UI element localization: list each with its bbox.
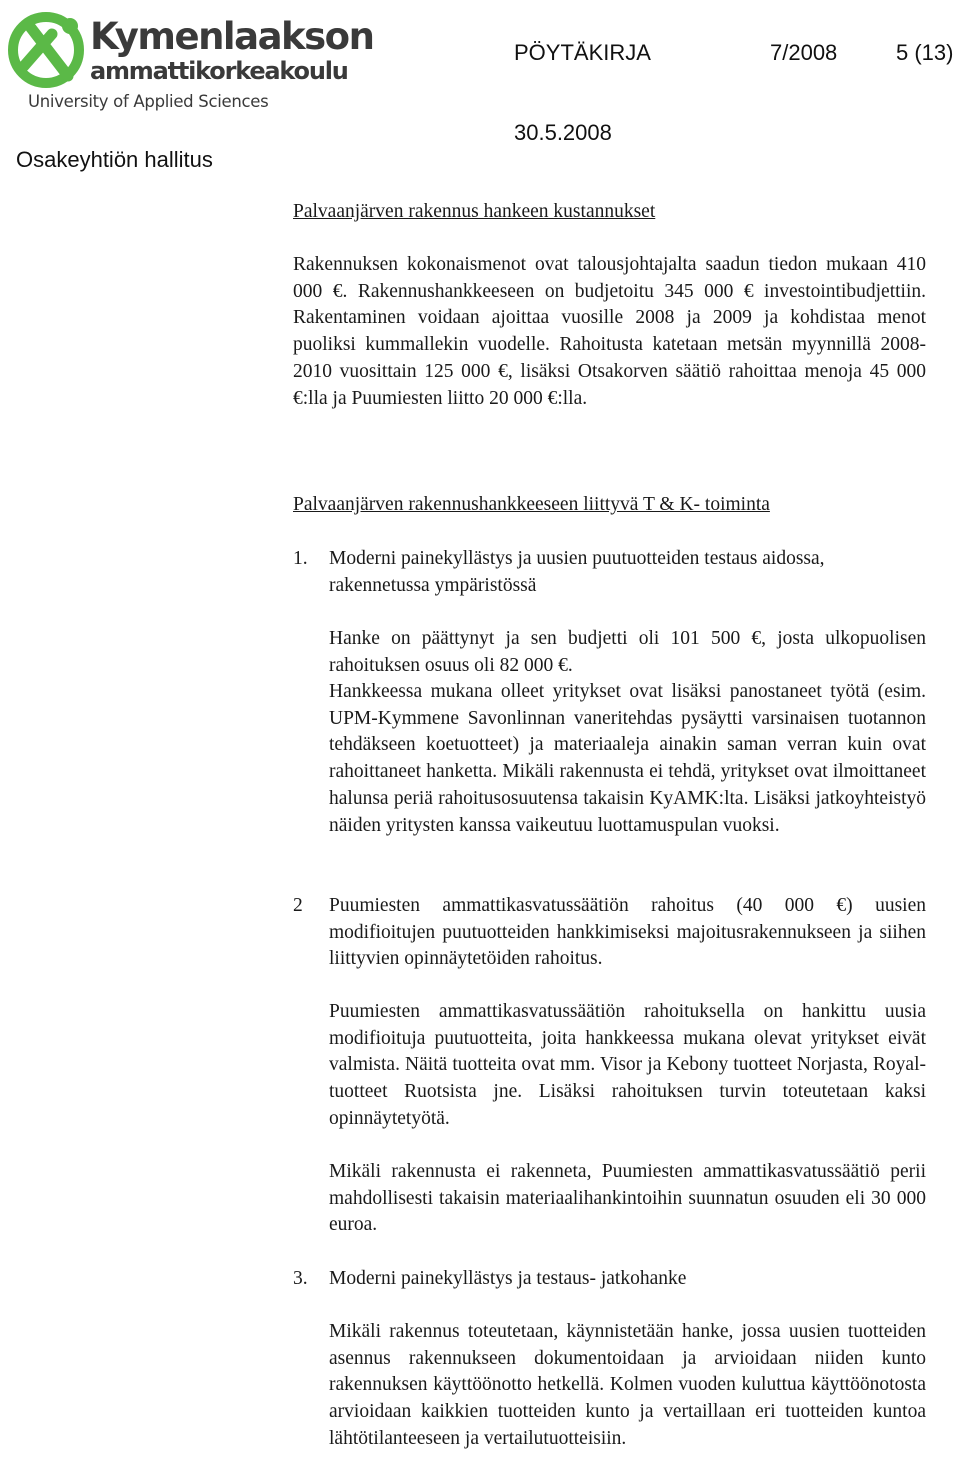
item-paragraph: Mikäli rakennusta ei rakenneta, Puumiesten ammattikasvatussäätiö perii mahdollisesti takaisin materiaalihankintoihin suunnatun osuuden eli 30 000 euroa. [329, 1161, 926, 1236]
section-heading-rd: Palvaanjärven rakennushankkeeseen liittyvä T & K- toiminta [293, 494, 770, 515]
item-number: 2 [293, 895, 303, 916]
item-paragraph: Mikäli rakennus toteutetaan, käynnistetään hanke, jossa uusien tuotteiden asennus rakennukseen dokumentoidaan ja arvioidaan niiden kunto rakennuksen käyttöönotto hetkellä. Kolmen vuoden kuluttua käyttöönotosta arvioidaan kaikkien tuotteiden kunto ja vertaillaan eri tuotteiden kuntoa lähtötilanteeseen ja vertailutuotteisiin. [329, 1321, 926, 1449]
logo-name: Kymenlaakson [90, 15, 374, 58]
item-paragraph: Hanke on päättynyt ja sen budjetti oli 101 500 €, josta ulkopuolisen rahoituksen osuus oli 82 000 €. [329, 628, 926, 676]
item-title: Moderni painekyllästys ja uusien puutuotteiden testaus aidossa, rakennetussa ympäristössä [329, 548, 825, 596]
organ-name: Osakeyhtiön hallitus [16, 147, 213, 172]
section-heading-costs: Palvaanjärven rakennus hankeen kustannukset [293, 201, 656, 222]
logo-emblem-icon [8, 10, 86, 90]
item-paragraph: Hankkeessa mukana olleet yritykset ovat lisäksi panostaneet työtä (esim. UPM-Kymmene Savonlinnan vaneritehdas pysäytti varsinaisen tuotannon tehdäkseen koetuotteet) ja materiaaleja ainakin saman verran kuin ovat rahoittaneet hanketta. Mikäli rakennusta ei tehdä, yritykset ovat ilmoittaneet halunsa periä rahoitusosuutensa takaisin KyAMK:lta. Lisäksi jatkoyhteistyö näiden yritysten kanssa vaikeutuu luottamuspulan vuoksi. [329, 681, 926, 836]
institution-logo [8, 10, 374, 115]
item-title: Puumiesten ammattikasvatussäätiön rahoitus (40 000 €) uusien modifioitujen puutuotteiden hankkimiseksi majoitusrakennukseen ja siihen liittyvien opinnäytetöiden rahoitus. [329, 895, 926, 970]
document-type: PÖYTÄKIRJA [514, 40, 651, 65]
item-paragraph: Puumiesten ammattikasvatussäätiön rahoituksella on hankittu uusia modifioituja puutuotteita, joita hankkeessa mukana olevat yritykset eivät valmista. Näitä tuotteita ovat mm. Visor ja Kebony tuotteet Norjasta, Royal-tuotteet Ruotsista jne. Lisäksi rahoituksen turvin toteutetaan kaksi opinnäytetyötä. [329, 1001, 926, 1129]
costs-paragraph: Rakennuksen kokonaismenot ovat talousjohtajalta saadun tiedon mukaan 410 000 €. Rakennushankkeeseen on budjetoitu 345 000 € investointibudjettiin. Rakentaminen voidaan ajoittaa vuosille 2008 ja 2009 ja kohdistaa menot puoliksi kummallekin vuodelle. Rahoitusta katetaan metsän myynnillä 2008-2010 vuosittain 125 000 €, lisäksi Otsakorven säätiö rahoittaa menoja 45 000 €:lla ja Puumiesten liitto 20 000 €:lla. [293, 254, 926, 409]
item-number: 1. [293, 548, 308, 569]
meeting-date: 30.5.2008 [514, 120, 612, 145]
document-number: 7/2008 [770, 40, 838, 65]
item-title: Moderni painekyllästys ja testaus- jatkohanke [329, 1268, 687, 1289]
page-number: 5 (13) [896, 40, 954, 65]
logo-subtitle: ammattikorkeakoulu [90, 57, 348, 85]
logo-university: University of Applied Sciences [28, 92, 269, 111]
item-number: 3. [293, 1268, 308, 1289]
